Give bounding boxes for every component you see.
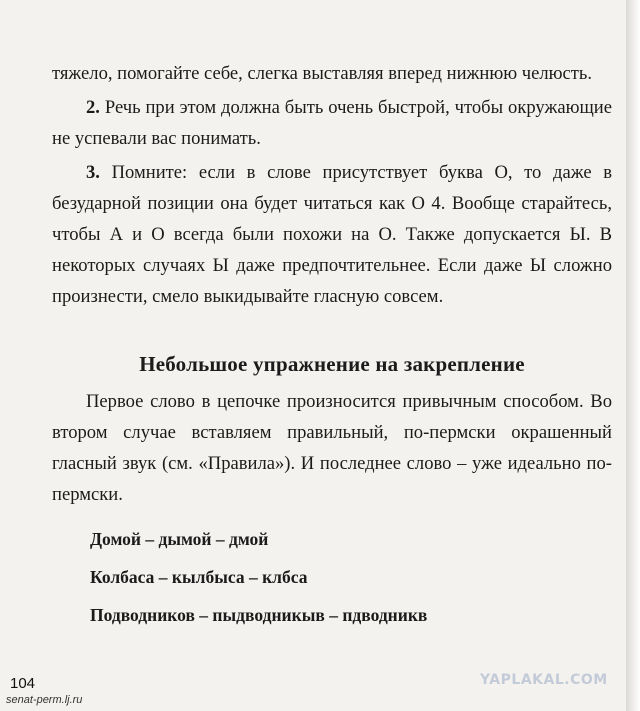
paragraph-continuation: тяжело, помогайте себе, слегка выставляя вперед нижнюю челюсть. [52,63,593,84]
rule-text: Помните: если в слове присутствует буква О, то даже в безударной позиции она будет читаться как О 4. Вообще старайтесь, чтобы А и О всегда были похожи на О. Также допускается Ы. В некоторых случаях Ы даже предпочтительнее. Если даже Ы сложно произнести, смело выкидывайте гласную совсем. [52,162,612,307]
section-heading: Небольшое упражнение на закрепление [139,352,525,376]
example-row: Подводников – пыдводникыв – пдводникв [90,605,428,625]
rule-text: Речь при этом должна быть очень быстрой, чтобы окружающие не успевали вас понимать. [52,97,612,149]
source-caption: senat-perm.lj.ru [6,694,83,706]
paragraph-rule-2 [52,92,612,154]
page-number: 104 [10,675,36,692]
example-row: Колбаса – кылбыса – клбса [90,567,308,587]
watermark: YAPLAKAL.COM [480,672,608,688]
page-edge [626,0,640,711]
paragraph-intro: Первое слово в цепочке произносится привычным способом. Во втором случае вставляем правильный, по-пермски окрашенный гласный звук (см. «Правила»). И последнее слово – уже идеально по-пермски. [52,391,612,505]
page-text [52,58,612,626]
example-row: Домой – дымой – дмой [90,529,269,549]
paragraph-rule-3 [52,157,612,312]
rule-number: 2. [86,97,100,118]
rule-number: 3. [86,162,100,183]
